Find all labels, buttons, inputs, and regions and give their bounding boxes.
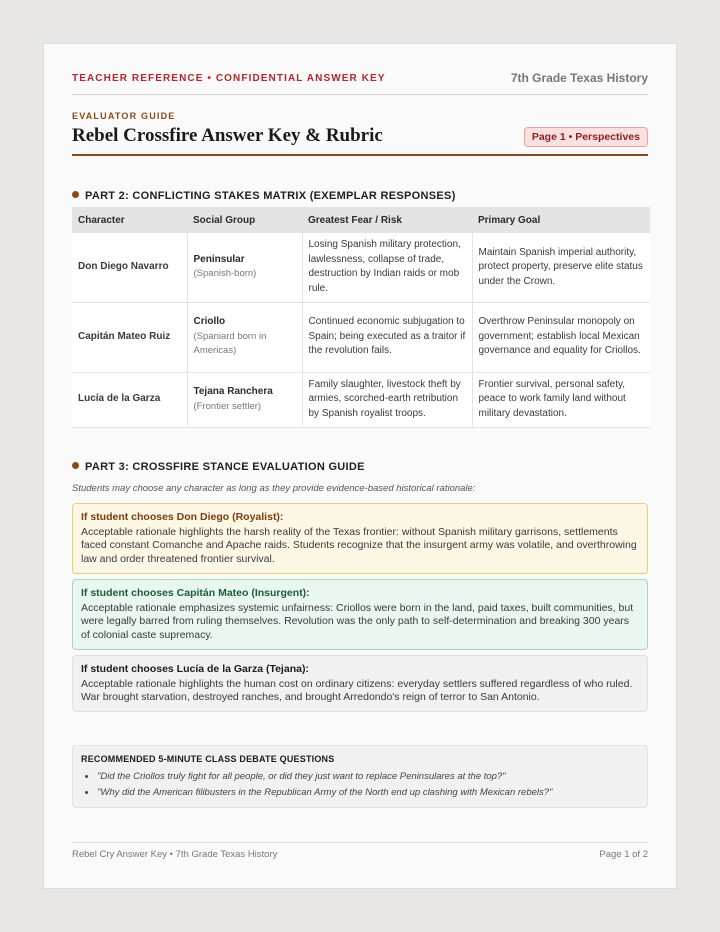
part3-heading bbox=[72, 461, 365, 473]
character-cell: Don Diego Navarro bbox=[72, 233, 187, 302]
social-group-note: (Spaniard born in Americas) bbox=[193, 330, 267, 357]
social-group-name: Peninsular bbox=[193, 253, 245, 265]
page-number: Page 1 of 2 bbox=[599, 849, 648, 860]
title-divider bbox=[72, 154, 648, 156]
debate-questions-box bbox=[72, 745, 648, 808]
tejana-callout bbox=[72, 655, 648, 712]
column-header-goal: Primary Goal bbox=[472, 207, 650, 233]
social-group-name: Tejana Ranchera bbox=[193, 386, 273, 397]
page-footer bbox=[72, 842, 648, 860]
callout-heading: If student chooses Don Diego (Royalist): bbox=[81, 511, 284, 523]
table-row bbox=[72, 302, 650, 372]
callout-body: Acceptable rationale highlights the human cost on ordinary citizens: everyday settlers suffered regardless of who ruled. War brought starvation, destroyed ranches, and brought Arredondo's reign of terror to San Antonio. bbox=[81, 677, 633, 703]
character-cell: Lucía de la Garza bbox=[72, 372, 187, 427]
list-item: • "Did the Criollos truly fight for all people, or did they just want to replace Peninsulares at the top?" bbox=[97, 769, 639, 785]
part3-heading-text: PART 3: CROSSFIRE STANCE EVALUATION GUIDE bbox=[85, 461, 365, 473]
table-row bbox=[72, 372, 650, 427]
social-group-cell bbox=[187, 372, 302, 427]
footer-title: Rebel Cry Answer Key • 7th Grade Texas History bbox=[72, 849, 278, 860]
callout-body: Acceptable rationale highlights the harsh reality of the Texas frontier: without Spanish military garrisons, settlements faced constant Comanche and Apache raids. Students recognize that the insurgent army was volatile, and overthrowing law and order threatened frontier survival. bbox=[81, 525, 637, 565]
column-header-character: Character bbox=[72, 207, 187, 233]
column-header-fear: Greatest Fear / Risk bbox=[302, 207, 472, 233]
course-label: 7th Grade Texas History bbox=[510, 71, 648, 85]
goal-cell: Maintain Spanish imperial authority, protect property, preserve elite status under the Crown. bbox=[472, 233, 650, 302]
table-row bbox=[72, 233, 650, 302]
callout-heading: If student chooses Capitán Mateo (Insurgent): bbox=[81, 587, 310, 599]
bullet-dot-icon bbox=[72, 462, 79, 469]
social-group-cell bbox=[187, 233, 302, 302]
part2-heading bbox=[72, 190, 456, 202]
callout-heading: If student chooses Lucía de la Garza (Tejana): bbox=[81, 663, 309, 675]
debate-heading: RECOMMENDED 5-MINUTE CLASS DEBATE QUESTIONS bbox=[81, 754, 335, 764]
bullet-dot-icon bbox=[72, 191, 79, 198]
social-group-note: (Spanish-born) bbox=[193, 268, 257, 280]
fear-cell: Losing Spanish military protection, lawlessness, collapse of trade, destruction by Indian raids or mob rule. bbox=[302, 233, 472, 302]
answer-key-page bbox=[43, 43, 677, 889]
confidential-label: TEACHER REFERENCE • CONFIDENTIAL ANSWER KEY bbox=[72, 73, 386, 84]
royalist-callout bbox=[72, 503, 648, 574]
social-group-name: Criollo bbox=[193, 316, 226, 328]
debate-question-list bbox=[81, 769, 639, 801]
stakes-matrix-table bbox=[72, 207, 650, 428]
insurgent-callout bbox=[72, 579, 648, 650]
eyebrow-label: EVALUATOR GUIDE bbox=[72, 111, 176, 121]
social-group-note: (Frontier settler) bbox=[193, 400, 262, 412]
fear-cell: Continued economic subjugation to Spain; being executed as a traitor if the revolution fails. bbox=[302, 302, 472, 372]
goal-cell: Frontier survival, personal safety, peace to work family land without military devastation. bbox=[472, 372, 650, 427]
part2-heading-text: PART 2: CONFLICTING STAKES MATRIX (EXEMPLAR RESPONSES) bbox=[85, 190, 456, 202]
table-header-row bbox=[72, 207, 650, 233]
list-item: • "Why did the American filibusters in the Republican Army of the North end up clashing with Mexican rebels?" bbox=[97, 785, 639, 801]
social-group-cell bbox=[187, 302, 302, 372]
page-title: Rebel Crossfire Answer Key & Rubric bbox=[72, 125, 383, 146]
header-bar bbox=[72, 72, 648, 95]
goal-cell: Overthrow Peninsular monopoly on government; establish local Mexican governance and equality for Criollos. bbox=[472, 302, 650, 372]
part3-intro: Students may choose any character as long as they provide evidence-based historical rationale: bbox=[72, 483, 476, 494]
column-header-social-group: Social Group bbox=[187, 207, 302, 233]
page-badge: Page 1 • Perspectives bbox=[524, 127, 648, 147]
callout-body: Acceptable rationale emphasizes systemic unfairness: Criollos were born in the land, paid taxes, built communities, but were legally barred from ruling themselves. Revolution was the only path to self-determination and breaking 300 years of colonial caste supremacy. bbox=[81, 601, 634, 641]
fear-cell: Family slaughter, livestock theft by armies, scorched-earth retribution by Spanish royalist troops. bbox=[302, 372, 472, 427]
character-cell: Capitán Mateo Ruiz bbox=[72, 302, 187, 372]
